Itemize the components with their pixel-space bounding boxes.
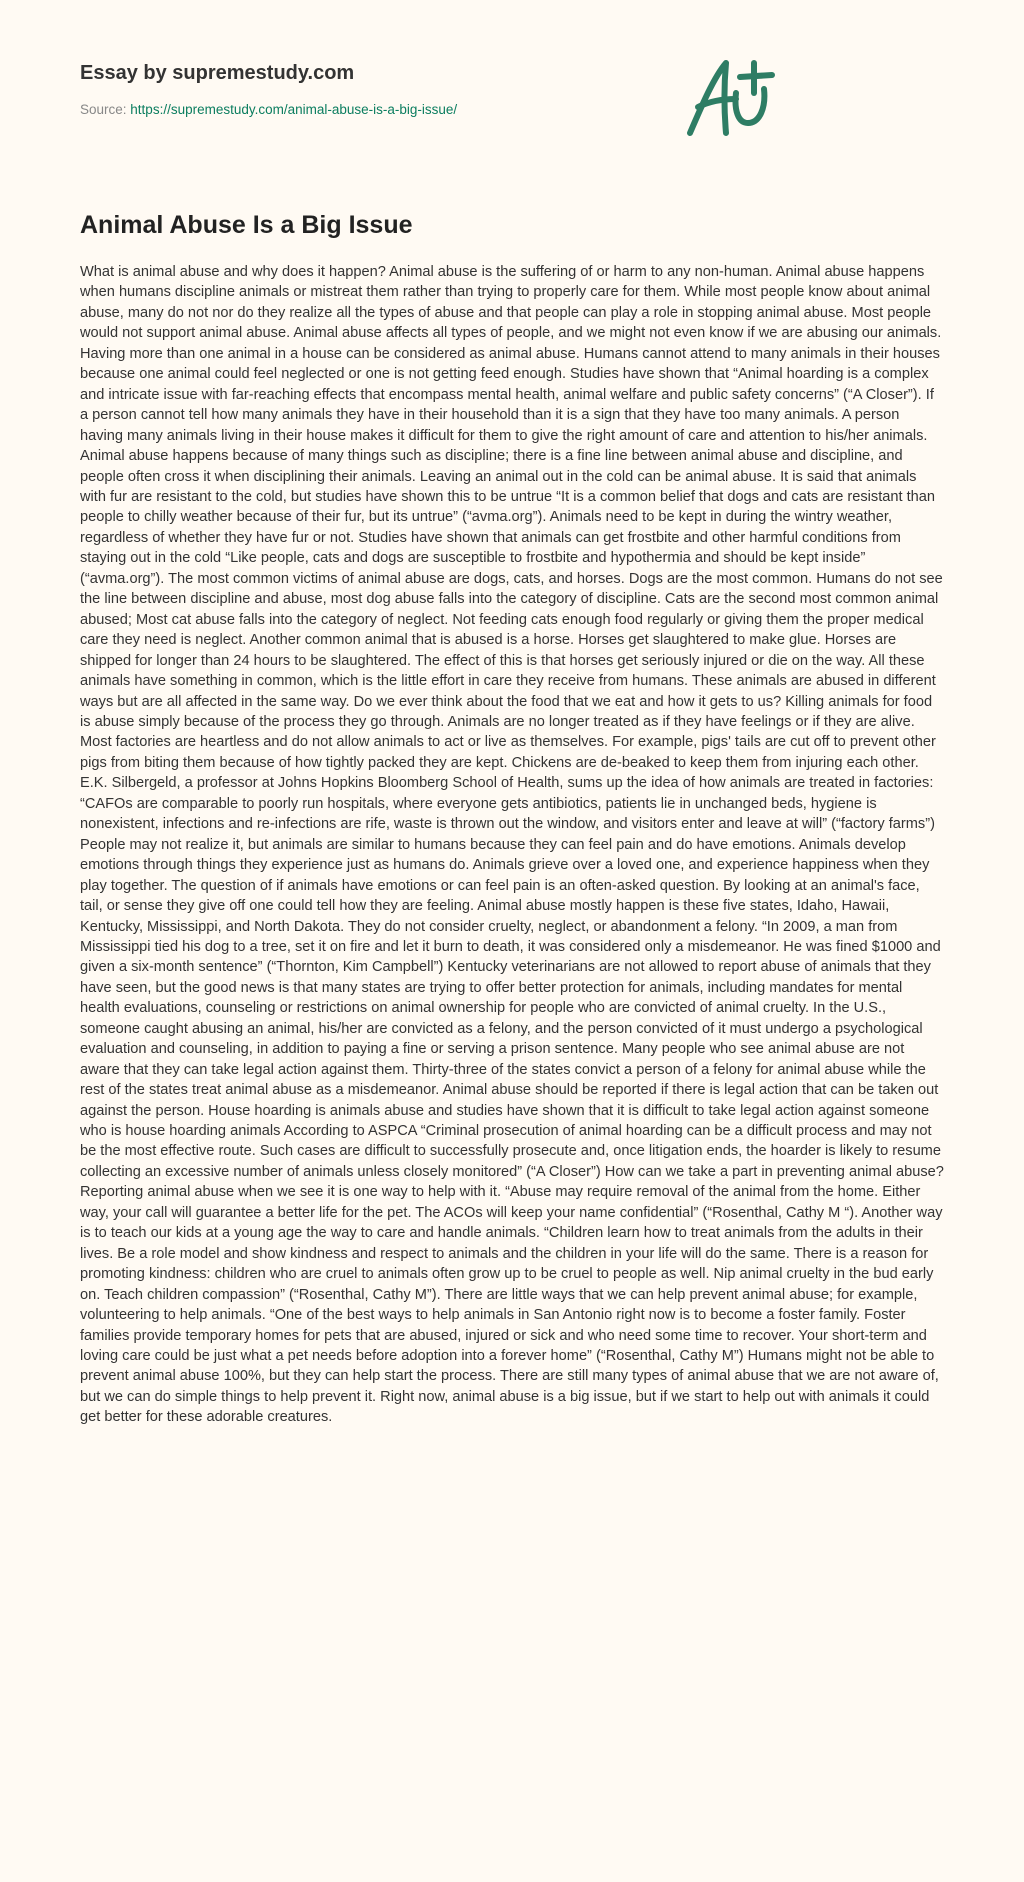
essay-body: What is animal abuse and why does it happen? Animal abuse is the suffering of or harm to any non-human. Animal abuse happens when humans discipline animals or mistreat them rather than trying to properly care for them. While most people know about animal abuse, many do not nor do they realize all the types of abuse and that people can play a role in stopping animal abuse. Most people would not support animal abuse. Animal abuse affects all types of people, and we might not even know if we are abusing our animals. Having more than one animal in a house can be considered as animal abuse. Humans cannot attend to many animals in their houses because one animal could feel neglected or one is not getting feed enough. Studies have shown that “Animal hoarding is a complex and intricate issue with far-reaching effects that encompass mental health, animal welfare and public safety concerns” (“A Closer”). If a person cannot tell how many animals they have in their household than it is a sign that they have too many animals. A person having many animals living in their house makes it difficult for them to give the right amount of care and attention to his/her animals. Animal abuse happens because of many things such as discipline; there is a fine line between animal abuse and discipline, and people often cross it when disciplining their animals. Leaving an animal out in the cold can be animal abuse. It is said that animals with fur are resistant to the cold, but studies have shown this to be untrue “It is a common belief that dogs and cats are resistant than people to chilly weather because of their fur, but its untrue” (“avma.org”). Animals need to be kept in during the wintry weather, regardless of whether they have fur or not. Studies have shown that animals can get frostbite and other harmful conditions from staying out in the cold “Like people, cats and dogs are susceptible to frostbite and hypothermia and should be kept inside” (“avma.org”). The most common victims of animal abuse are dogs, cats, and horses. Dogs are the most common. Humans do not see the line between discipline and abuse, most dog abuse falls into the category of discipline. Cats are the second most common animal abused; Most cat abuse falls into the category of neglect. Not feeding cats enough food regularly or giving them the proper medical care they need is neglect. Another common animal that is abused is a horse. Horses get slaughtered to make glue. Horses are shipped for longer than 24 hours to be slaughtered. The effect of this is that horses get seriously injured or die on the way. All these animals have something in common, which is the little effort in care they receive from humans. These animals are abused in different ways but are all affected in the same way. Do we ever think about the food that we eat and how it gets to us? Killing animals for food is abuse simply because of the process they go through. Animals are no longer treated as if they have feelings or if they are alive. Most factories are heartless and do not allow animals to act or live as themselves. For example, pigs' tails are cut off to prevent other pigs from biting them because of how tightly packed they are kept. Chickens are de-beaked to keep them from injuring each other. E.K. Silbergeld, a professor at Johns Hopkins Bloomberg School of Health, sums up the idea of how animals are treated in factories: “CAFOs are comparable to poorly run hospitals, where everyone gets antibiotics, patients lie in unchanged beds, hygiene is nonexistent, infections and re-infections are rife, waste is thrown out the window, and visitors enter and leave at will” (“factory farms”) People may not realize it, but animals are similar to humans because they can feel pain and do have emotions. Animals develop emotions through things they experience just as humans do. Animals grieve over a loved one, and experience happiness when they play together. The question of if animals have emotions or can feel pain is an often-asked question. By looking at an animal's face, tail, or sense they give off one could tell how they are feeling. Animal abuse mostly happen is these five states, Idaho, Hawaii, Kentucky, Mississippi, and North Dakota. They do not consider cruelty, neglect, or abandonment a felony. “In 2009, a man from Mississippi tied his dog to a tree, set it on fire and let it burn to death, it was considered only a misdemeanor. He was fined $1000 and given a six-month sentence” (“Thornton, Kim Campbell”) Kentucky veterinarians are not allowed to report abuse of animals that they have seen, but the good news is that many states are trying to offer better protection for animals, including mandates for mental health evaluations, counseling or restrictions on animal ownership for people who are convicted of animal cruelty. In the U.S., someone caught abusing an animal, his/her are convicted as a felony, and the person convicted of it must undergo a psychological evaluation and counseling, in addition to paying a fine or serving a prison sentence. Many people who see animal abuse are not aware that they can take legal action against them. Thirty-three of the states convict a person of a felony for animal abuse while the rest of the states treat animal abuse as a misdemeanor. Animal abuse should be reported if there is legal action that can be taken out against the person. House hoarding is animals abuse and studies have shown that it is difficult to take legal action against someone who is house hoarding animals According to ASPCA “Criminal prosecution of animal hoarding can be a difficult process and may not be the most effective route. Such cases are difficult to successfully prosecute and, once litigation ends, the hoarder is likely to resume collecting an excessive number of animals unless closely monitored” (“A Closer”) How can we take a part in preventing animal abuse? Reporting animal abuse when we see it is one way to help with it. “Abuse may require removal of the animal from the home. Either way, your call will guarantee a better life for the pet. The ACOs will keep your name confidential” (“Rosenthal, Cathy M “). Another way is to teach our kids at a young age the way to care and handle animals. “Children learn how to treat animals from the adults in their lives. Be a role model and show kindness and respect to animals and the children in your life will do the same. There is a reason for promoting kindness: children who are cruel to animals often grow up to be cruel to people as well. Nip animal cruelty in the bud early on. Teach children compassion” (“Rosenthal, Cathy M”). There are little ways that we can help prevent animal abuse; for example, volunteering to help animals. “One of the best ways to help animals in San Antonio right now is to become a foster family. Foster families provide temporary homes for pets that are abused, injured or sick and who need some time to recover. Your short-term and loving care could be just what a pet needs before adoption into a forever home” (“Rosenthal, Cathy M”) Humans might not be able to prevent animal abuse 100%, but they can help start the process. There are still many types of animal abuse that we are not aware of, but we can do simple things to help prevent it. Right now, animal abuse is a big issue, but if we start to help out with animals it could get better for these adorable creatures. xyxy=(80,264,944,1426)
source-label: Source: xyxy=(80,102,127,117)
essay-title: Animal Abuse Is a Big Issue xyxy=(80,211,413,239)
a-plus-logo-icon xyxy=(680,55,780,140)
source-link[interactable]: https://supremestudy.com/animal-abuse-is-a-big-issue/ xyxy=(130,102,458,117)
site-title: Essay by supremestudy.com xyxy=(80,62,355,84)
source-line xyxy=(80,102,457,117)
